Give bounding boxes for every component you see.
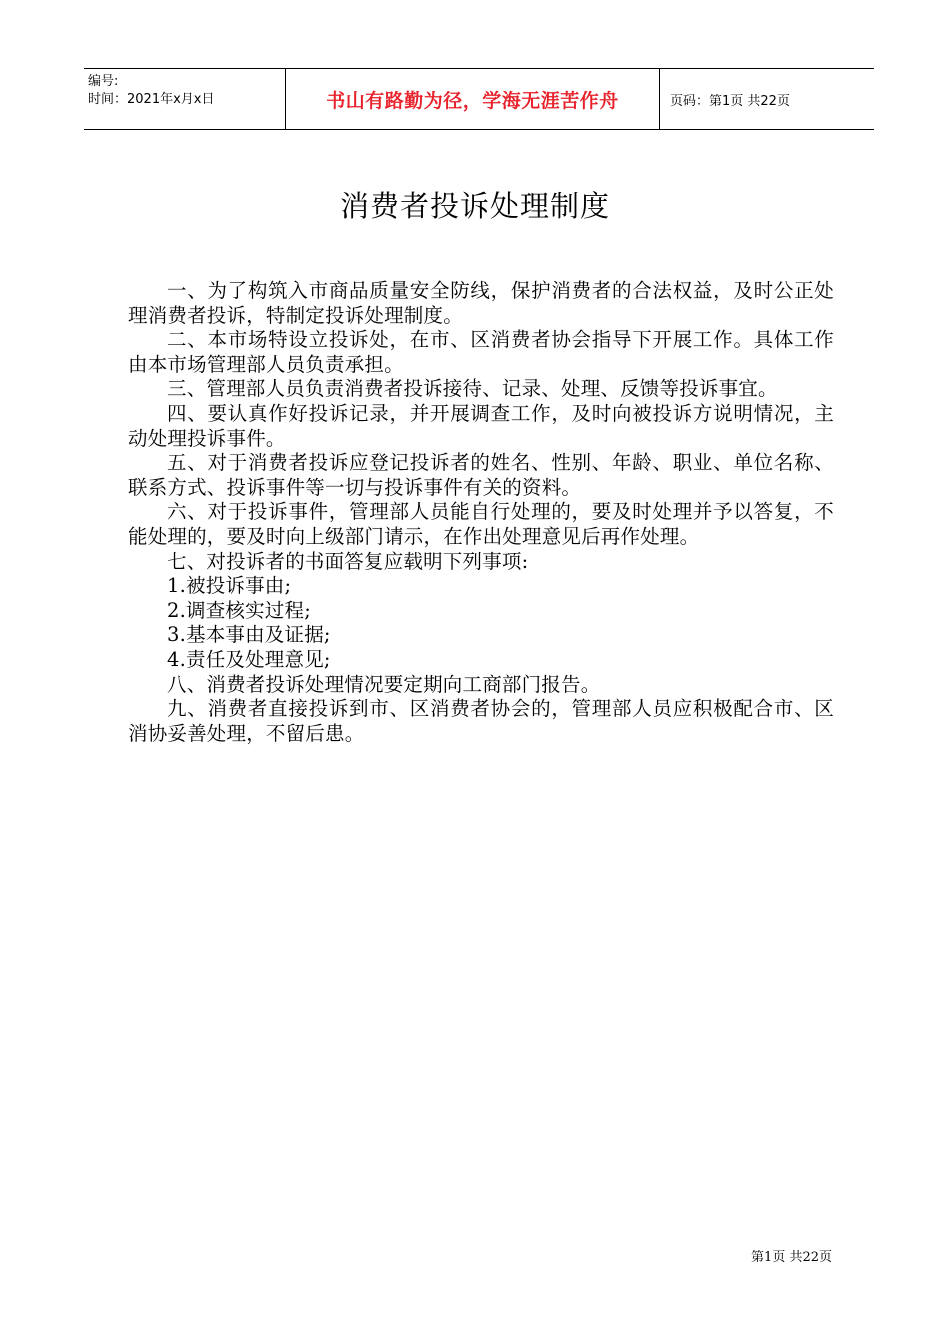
paragraph: 七、对投诉者的书面答复应载明下列事项: [167, 549, 529, 573]
paragraph: 六、对于投诉事件，管理部人员能自行处理的，要及时处理并予以答复，不能处理的，要及时向上级部门请示，在作出处理意见后再作处理。 [128, 500, 834, 548]
paragraph: 四、要认真作好投诉记录，并开展调查工作，及时向被投诉方说明情况，主动处理投诉事件。 [128, 401, 834, 450]
document-header [84, 68, 874, 130]
list-item: 2.调查核实过程; [167, 598, 311, 622]
paragraph: 五、对于消费者投诉应登记投诉者的姓名、性别、年龄、职业、单位名称、联系方式、投诉事件等一切与投诉事件有关的资料。 [128, 451, 834, 499]
list-item: 3.基本事由及证据; [167, 623, 331, 647]
header-page-info: 页码：第1页 共22页 [670, 93, 790, 109]
paragraph: 三、管理部人员负责消费者投诉接待、记录、处理、反馈等投诉事宜。 [167, 377, 778, 401]
header-number-label: 编号: [88, 74, 119, 89]
document-body [128, 279, 834, 746]
paragraph: 一、为了构筑入市商品质量安全防线，保护消费者的合法权益，及时公正处理消费者投诉，特制定投诉处理制度。 [128, 279, 834, 327]
document-title: 消费者投诉处理制度 [339, 189, 610, 223]
paragraph: 八、消费者投诉处理情况要定期向工商部门报告。 [167, 672, 601, 696]
header-meta [84, 69, 286, 129]
list-item: 1.被投诉事由; [167, 574, 292, 598]
header-motto: 书山有路勤为径，学海无涯苦作舟 [286, 69, 660, 129]
list-item: 4.责任及处理意见; [167, 647, 331, 671]
paragraph: 二、本市场特设立投诉处，在市、区消费者协会指导下开展工作。具体工作由本市场管理部人员负责承担。 [128, 328, 834, 376]
page-footer: 第1页 共22页 [751, 1250, 832, 1265]
paragraph: 九、消费者直接投诉到市、区消费者协会的，管理部人员应积极配合市、区消协妥善处理，不留后患。 [128, 697, 834, 745]
header-time-label: 时间：2021年x月x日 [88, 92, 215, 107]
